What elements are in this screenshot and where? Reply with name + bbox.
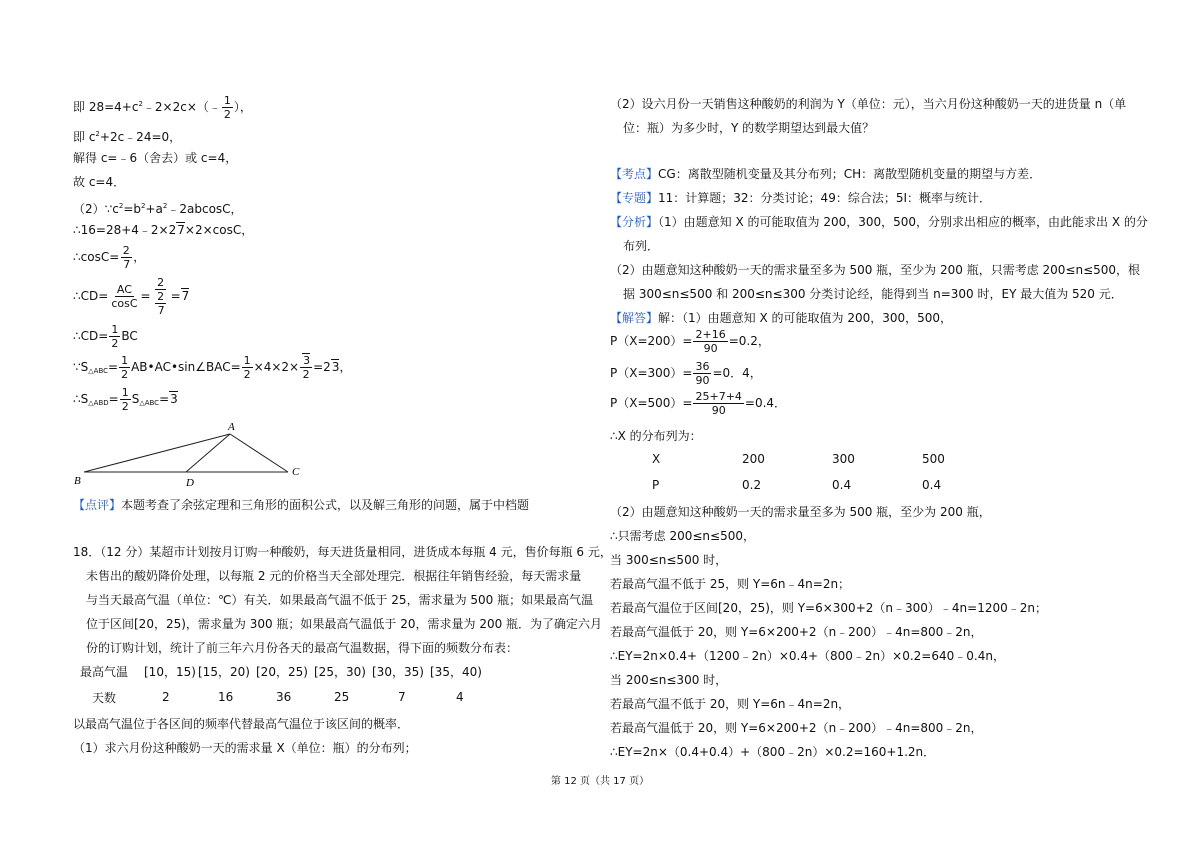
sol2-line-7: ∴EY=2n×0.4+（1200﹣2n）×0.4+（800﹣2n）×0.2=640﹣0.4n， (610, 649, 1005, 663)
q18-line-1: 18．（12 分）某超市计划按月订购一种酸奶，每天进货量相同，进货成本每瓶 4 元，售价每瓶 6 元， (73, 545, 612, 559)
fenxi-line-2: 布列． (623, 239, 660, 253)
eq-line-7: ∴cosC= $\frac{2}{7}$ ， (73, 244, 146, 271)
p200-line: P（X=200）= $\frac{2+16}{90}$ =0.2， (610, 328, 770, 355)
eq-line-6: ∴16=28+4﹣2×27×2×cosC， (73, 223, 254, 237)
comment-line: 【点评】本题考查了余弦定理和三角形的面积公式，以及解三角形的问题，属于中档题 (73, 498, 530, 512)
after-line-1: 以最高气温位于各区间的频率代替最高气温位于该区间的概率． (73, 717, 410, 731)
table-cell: 500 (922, 452, 945, 466)
sol2-line-2: ∴只需考虑 200≤n≤500， (610, 529, 755, 543)
edge-ac (230, 434, 288, 472)
eq-line-10: $\because S_{\triangle ABC}=$ $\frac{1}{2}$ AB•AC•sin∠BAC= $\frac{1}{2}$ ×4×2× $\frac{3}{2}$ =23， (73, 354, 352, 381)
table-cell: 2 (162, 690, 170, 704)
frequency-table (80, 662, 488, 706)
eq-line-2: 即 $c^2+2c﹣24=0$， (73, 130, 182, 144)
sol2-line-9: 若最高气温不低于 20，则 Y=6n﹣4n=2n， (610, 697, 851, 711)
table-cell: X (652, 452, 661, 466)
distribution-table (652, 450, 1012, 494)
table-row (80, 662, 488, 680)
table-cell: 4 (456, 690, 464, 704)
sol2-line-8: 当 200≤n≤300 时， (610, 673, 728, 687)
after-line-2: （1）求六月份这种酸奶一天的需求量 X（单位：瓶）的分布列； (73, 741, 417, 755)
table-cell: [10，15) (144, 664, 196, 679)
q18-line-4: 位于区间[20，25)，需求量为 300 瓶；如果最高气温低于 20，需求量为 200 瓶．为了确定六月 (86, 617, 603, 631)
eq-line-9: ∴CD= $\frac{1}{2}$ BC (73, 323, 138, 350)
jieda-line: 【解答】解：（1）由题意知 X 的可能取值为 200，300，500， (610, 311, 953, 325)
sol2-line-6: 若最高气温低于 20，则 Y=6×200+2（n﹣200）﹣4n=800﹣2n， (610, 625, 983, 639)
table-cell: P (652, 478, 660, 492)
dist-intro: ∴X 的分布列为： (610, 429, 702, 443)
table-row (652, 450, 1012, 468)
table-cell: 最高气温 (80, 664, 129, 679)
table-cell: [25，30) (314, 664, 366, 679)
fenxi-line-3: （2）由题意知这种酸奶一天的需求量至多为 500 瓶，至少为 200 瓶，只需考虑 200≤n≤500，根 (610, 263, 1141, 277)
sol2-line-1: （2）由题意知这种酸奶一天的需求量至多为 500 瓶，至少为 200 瓶， (610, 505, 991, 519)
label-b: B (74, 475, 81, 487)
table-row (652, 468, 1012, 494)
comment-tag: 【点评】 (73, 498, 122, 512)
table-cell: 0.2 (742, 478, 762, 492)
sol2-line-3: 当 300≤n≤500 时， (610, 553, 728, 567)
eq-line-3: 解得 c=﹣6（舍去）或 c=4， (73, 151, 238, 165)
eq-line-4: 故 c=4． (73, 175, 126, 189)
table-cell: 0.4 (922, 478, 942, 492)
q18-line-5: 份的订购计划，统计了前三年六月份各天的最高气温数据，得下面的频数分布表： (86, 641, 519, 655)
table-cell: 25 (334, 690, 350, 704)
triangle-figure (70, 420, 310, 490)
table-cell: 36 (276, 690, 292, 704)
sol2-line-10: 若最高气温低于 20，则 Y=6×200+2（n﹣200）﹣4n=800﹣2n， (610, 721, 983, 735)
q18-line-2: 未售出的酸奶降价处理，以每瓶 2 元的价格当天全部处理完．根据往年销售经验，每天需求量 (86, 569, 582, 583)
sol2-line-5: 若最高气温位于区间[20，25)，则 Y=6×300+2（n﹣300）﹣4n=1200﹣2n； (610, 601, 1047, 615)
q18-line-3: 与当天最高气温（单位：℃）有关．如果最高气温不低于 25，需求量为 500 瓶；如果最高气温 (86, 593, 594, 607)
table-cell: [30，35) (372, 664, 424, 679)
page-footer: 第 12 页（共 17 页） (550, 776, 650, 787)
fenxi-line-1: 【分析】（1）由题意知 X 的可能取值为 200，300，500，分别求出相应的概率，由此能求出 X 的分 (610, 215, 1148, 229)
table-cell: 16 (218, 690, 234, 704)
table-cell: [20，25) (256, 664, 308, 679)
table-cell: 200 (742, 452, 765, 466)
eq-line-11: $\therefore S_{\triangle ABD}=$ $\frac{1}{2}$ $S_{\triangle ABC}=3$ (73, 386, 178, 413)
table-cell: 300 (832, 452, 855, 466)
q2-line-2: 位：瓶）为多少时，Y 的数学期望达到最大值？ (623, 121, 875, 135)
p500-line: P（X=500）= $\frac{25+7+4}{90}$ =0.4． (610, 390, 787, 417)
q2-line-1: （2）设六月份一天销售这种酸奶的利润为 Y（单位：元），当六月份这种酸奶一天的进货量 n（单 (610, 97, 1127, 111)
label-c: C (292, 466, 300, 478)
zhuanti-line: 【专题】11：计算题；32：分类讨论；49：综合法；5I：概率与统计． (610, 191, 992, 205)
eq-line-5: $(2)\because c^2=b^2+a^2﹣2abcosC$， (73, 202, 243, 216)
table-cell: [15，20) (198, 664, 250, 679)
eq-line-1: 即 $28=4+c^2﹣2\times 2c\times(﹣$ $\frac{1}{2}$ ）， (73, 94, 252, 121)
table-row (80, 680, 488, 706)
eq-line-8: ∴CD= $\frac{AC}{\cos C}$ = $\frac{2}{\frac{2}{7}}$ =7 (73, 276, 190, 317)
kaodian-line: 【考点】CG：离散型随机变量及其分布列；CH：离散型随机变量的期望与方差． (610, 167, 1042, 181)
p300-line: P（X=300）= $\frac{36}{90}$ =0．4， (610, 360, 762, 387)
table-cell: 7 (398, 690, 406, 704)
sol2-line-11: ∴EY=2n×（0.4+0.4）+（800﹣2n）×0.2=160+1.2n． (610, 745, 936, 759)
table-cell: 0.4 (832, 478, 852, 492)
label-d: D (186, 477, 194, 489)
sol2-line-4: 若最高气温不低于 25，则 Y=6n﹣4n=2n； (610, 577, 851, 591)
table-cell: 天数 (92, 690, 117, 705)
label-a: A (228, 421, 235, 433)
fenxi-line-4: 据 300≤n≤500 和 200≤n≤300 分类讨论经，能得到当 n=300 时，EY 最大值为 520 元． (623, 287, 1123, 301)
table-cell: [35，40) (430, 664, 482, 679)
